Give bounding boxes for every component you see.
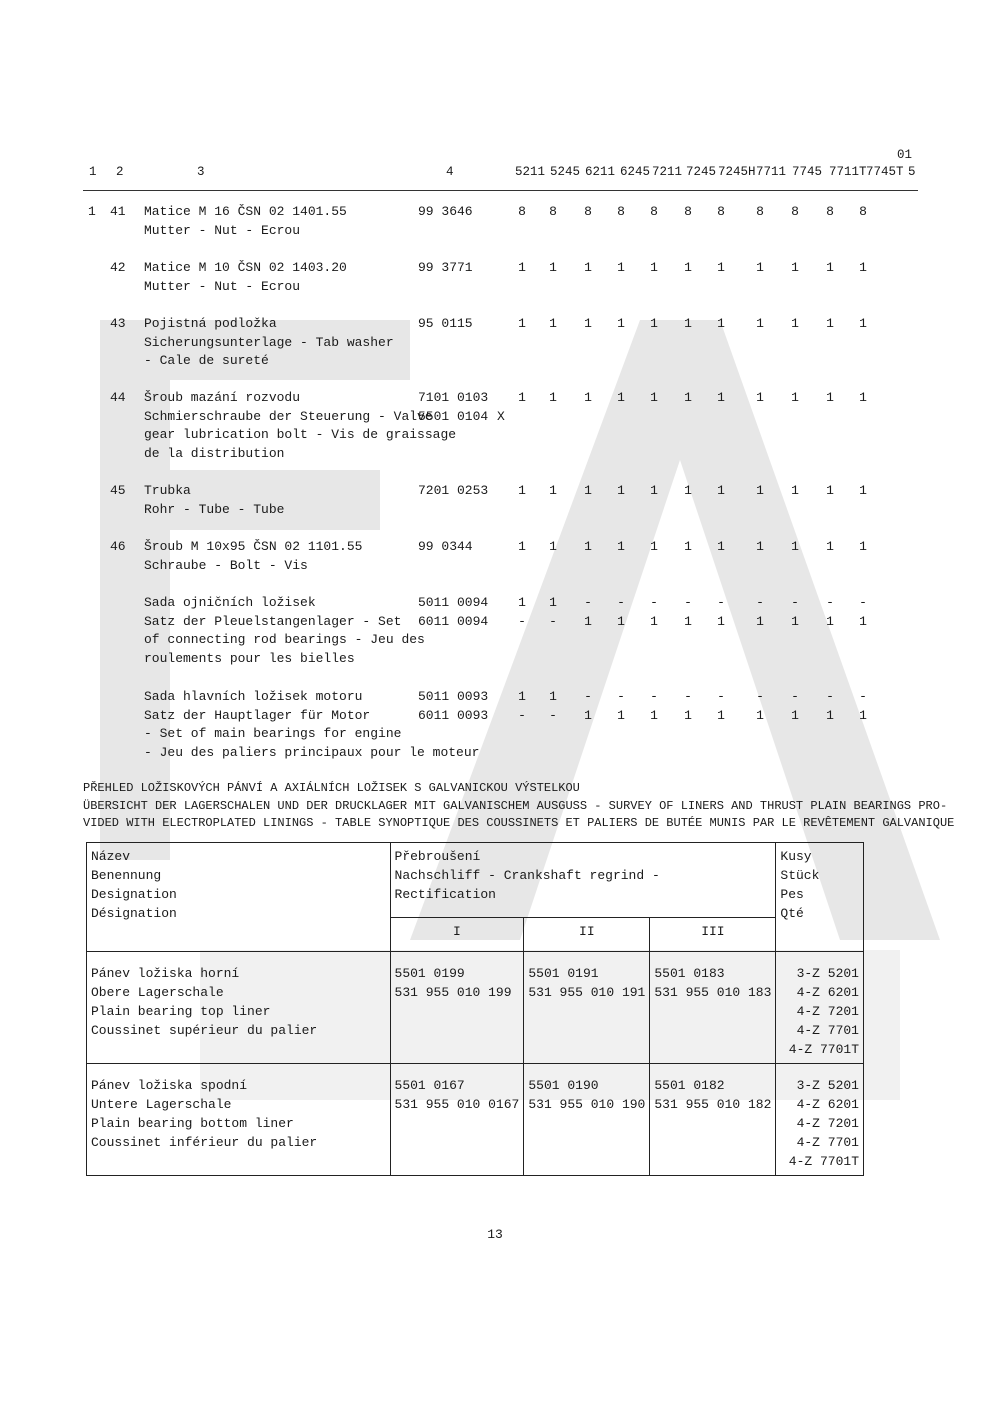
quantity-cell: 1 [791,707,799,723]
table-header-row [87,843,864,918]
quantity-cell: - [756,689,764,704]
liner-name: Pánev ložiska horní Obere Lagerschale Plain bearing top liner Coussinet supérieur du palier [87,952,391,1064]
part-description-line: Rohr - Tube - Tube [144,501,285,517]
quantity-cell: 1 [617,539,625,554]
regrind-header: Přebroušení Nachschliff - Crankshaft regrind - Rectification [390,843,776,918]
model-header: 7211 [652,165,683,179]
quantity-cell: 1 [617,483,625,498]
quantity-cell: 1 [549,260,557,275]
model-header: 7245 [686,165,717,179]
quantity-cell: - [650,595,658,610]
quantity-cell: 1 [756,613,764,629]
part-description-line: - Set of main bearings for engine [144,726,402,741]
model-header: 6211 [585,165,616,179]
liner-qty: 3-Z 5201 4-Z 6201 4-Z 7201 4-Z 7701 4-Z 7701T [776,1064,864,1176]
liner-grade-1: 5501 0199 531 955 010 199 [390,952,524,1064]
model-header: 7745 [792,165,823,179]
position-number: 41 [110,204,126,219]
part-code: 6011 0094 [418,613,489,629]
quantity-cell: 1 [584,260,592,275]
part-description-line: Schraube - Bolt - Vis [144,557,308,573]
part-description-line: of connecting rod bearings - Jeu des [144,632,425,647]
quantity-cell: 1 [826,613,834,629]
quantity-cell: 1 [684,316,692,331]
quantity-cell: 8 [859,204,867,219]
quantity-cell: - [859,595,867,610]
quantity-cell: - [549,613,557,629]
part-code: 7201 0253 [418,483,489,498]
quantity-cell: 1 [717,316,725,331]
quantity-cell: 8 [826,204,834,219]
header-col-2: 2 [116,165,124,179]
liners-table [86,842,864,1176]
header-col-3: 3 [197,165,205,179]
quantity-cell: 1 [518,483,526,498]
quantity-cell: 8 [518,204,526,219]
part-description-line: Šroub M 10x95 ČSN 02 1101.55 [144,539,363,554]
quantity-cell: 1 [859,316,867,331]
qty-header: Kusy Stück Pes Qté [776,843,864,952]
position-number: 45 [110,483,126,498]
part-code: 99 3771 [418,260,473,275]
quantity-cell: 1 [650,483,658,498]
quantity-cell: 1 [756,316,764,331]
quantity-cell: 1 [717,483,725,498]
quantity-cell: 1 [826,539,834,554]
quantity-cell: 1 [549,483,557,498]
quantity-cell: 1 [518,260,526,275]
quantity-cell: - [584,595,592,610]
quantity-cell: 1 [717,260,725,275]
quantity-cell: - [650,689,658,704]
part-code: 99 3646 [418,204,473,219]
quantity-cell: - [791,595,799,610]
quantity-cell: - [826,595,834,610]
quantity-cell: 1 [584,613,592,629]
quantity-cell: 1 [756,390,764,405]
part-code: 5501 0104 [418,408,489,424]
quantity-cell: 8 [617,204,625,219]
part-code: 6011 0093 [418,707,489,723]
part-description-line: Sicherungsunterlage - Tab washer [144,334,394,350]
quantity-cell: 1 [584,483,592,498]
part-description-line: - Cale de sureté [144,353,269,368]
quantity-cell: 1 [650,539,658,554]
model-header: 7711 [756,165,787,179]
quantity-cell: - [859,689,867,704]
quantity-cell: 1 [756,707,764,723]
quantity-cell: 8 [684,204,692,219]
model-header: 7711T [829,165,867,179]
quantity-cell: 1 [518,316,526,331]
survey-line-de-en: ÜBERSICHT DER LAGERSCHALEN UND DER DRUCKLAGER MIT GALVANISCHEM AUSGUSS - SURVEY OF LINERS AND THRUST PLAIN BEARINGS PRO- [83,798,948,813]
survey-line-en-fr: VIDED WITH ELECTROPLATED LININGS - TABLE SYNOPTIQUE DES COUSSINETS ET PALIERS DE BUTÉE MUNIS PAR LE REVÊTEMENT GALVANIQUE [83,816,955,830]
part-description-line: Matice M 10 ČSN 02 1403.20 [144,260,347,275]
quantity-cell: 1 [584,539,592,554]
quantity-cell: 1 [684,390,692,405]
quantity-cell: 1 [650,260,658,275]
part-code: 5011 0094 [418,595,489,610]
quantity-cell: 1 [684,539,692,554]
liner-grade-3: 5501 0183 531 955 010 183 [650,952,776,1064]
quantity-cell: 1 [549,316,557,331]
quantity-cell: 1 [826,707,834,723]
group-number: 1 [88,204,96,219]
liner-grade-3: 5501 0182 531 955 010 182 [650,1064,776,1176]
quantity-cell: - [756,595,764,610]
quantity-cell: 1 [826,260,834,275]
part-description-line: Satz der Pleuelstangenlager - Set [144,613,402,629]
part-description-line: Satz der Hauptlager für Motor [144,707,371,723]
quantity-cell: 1 [650,707,658,723]
quantity-cell: 1 [549,539,557,554]
quantity-cell: - [717,689,725,704]
quantity-cell: 1 [826,483,834,498]
part-description-line: Trubka [144,483,191,498]
quantity-cell: 1 [756,483,764,498]
part-description-line: Pojistná podložka [144,316,277,331]
quantity-cell: - [617,595,625,610]
quantity-cell: - [584,689,592,704]
quantity-cell: 8 [791,204,799,219]
quantity-cell: - [518,613,526,629]
quantity-cell: 1 [791,483,799,498]
quantity-cell: 1 [617,390,625,405]
grade-header-2: II [524,918,650,952]
quantity-cell: 1 [859,483,867,498]
quantity-cell: 1 [859,613,867,629]
quantity-cell: 1 [518,595,526,610]
quantity-cell: 1 [518,390,526,405]
position-number: 42 [110,260,126,275]
quantity-cell: - [826,689,834,704]
quantity-cell: 1 [791,613,799,629]
quantity-cell: 8 [584,204,592,219]
position-number: 44 [110,390,126,405]
quantity-cell: 1 [650,316,658,331]
quantity-cell: 1 [549,390,557,405]
quantity-cell: 1 [791,316,799,331]
page-number: 13 [487,1227,503,1242]
liner-name: Pánev ložiska spodní Untere Lagerschale Plain bearing bottom liner Coussinet inférieur du palier [87,1064,391,1176]
quantity-cell: 1 [584,707,592,723]
part-code: 7101 0103 [418,390,489,405]
model-header: 6245 [620,165,651,179]
survey-line-cz: PŘEHLED LOŽISKOVÝCH PÁNVÍ A AXIÁLNÍCH LOŽISEK S GALVANICKOU VÝSTELKOU [83,781,580,795]
part-code: 95 0115 [418,316,473,331]
quantity-cell: 8 [650,204,658,219]
quantity-cell: 8 [549,204,557,219]
part-description-line: Šroub mazání rozvodu [144,390,301,405]
model-header: 5245 [550,165,581,179]
quantity-cell: 8 [756,204,764,219]
quantity-cell: - [717,595,725,610]
part-description-line: roulements pour les bielles [144,650,355,666]
change-marker: X [497,408,505,424]
quantity-cell: - [617,689,625,704]
quantity-cell: 1 [859,539,867,554]
quantity-cell: 1 [756,539,764,554]
part-description-line: gear lubrication bolt - Vis de graissage [144,427,457,442]
quantity-cell: 1 [650,390,658,405]
quantity-cell: 1 [826,390,834,405]
quantity-cell: 1 [617,260,625,275]
model-header: 7245H [718,165,756,179]
liner-grade-2: 5501 0191 531 955 010 191 [524,952,650,1064]
liner-qty: 3-Z 5201 4-Z 6201 4-Z 7201 4-Z 7701 4-Z 7701T [776,952,864,1064]
quantity-cell: - [518,707,526,723]
part-description-line: de la distribution [144,445,285,461]
page-ref: 01 [897,148,913,162]
quantity-cell: 1 [684,483,692,498]
liner-grade-2: 5501 0190 531 955 010 190 [524,1064,650,1176]
position-number: 46 [110,539,126,554]
quantity-cell: 8 [717,204,725,219]
quantity-cell: 1 [717,707,725,723]
quantity-cell: 1 [717,390,725,405]
quantity-cell: 1 [717,539,725,554]
quantity-cell: 1 [518,539,526,554]
model-header: 5211 [515,165,546,179]
part-code: 99 0344 [418,539,473,554]
header-rule [83,190,918,191]
quantity-cell: 1 [684,613,692,629]
quantity-cell: 1 [791,260,799,275]
quantity-cell: 1 [650,613,658,629]
quantity-cell: - [684,595,692,610]
grade-header-1: I [390,918,524,952]
liner-grade-1: 5501 0167 531 955 010 0167 [390,1064,524,1176]
quantity-cell: 1 [684,707,692,723]
header-col-5: 5 [908,165,916,179]
quantity-cell: 1 [617,613,625,629]
part-description-line: Schmierschraube der Steuerung - Valve [144,408,433,424]
position-number: 43 [110,316,126,331]
quantity-cell: 1 [859,260,867,275]
quantity-cell: 1 [791,390,799,405]
quantity-cell: 1 [791,539,799,554]
quantity-cell: 1 [684,260,692,275]
part-description-line: Mutter - Nut - Ecrou [144,278,301,294]
part-description-line: Sada hlavních ložisek motoru [144,689,363,704]
quantity-cell: 1 [584,316,592,331]
quantity-cell: 1 [859,707,867,723]
survey-heading [83,780,955,833]
part-description-line: Matice M 16 ČSN 02 1401.55 [144,204,347,219]
part-code: 5011 0093 [418,689,489,704]
quantity-cell: - [791,689,799,704]
grade-header-3: III [650,918,776,952]
quantity-cell: 1 [617,707,625,723]
quantity-cell: - [684,689,692,704]
part-description-line: Mutter - Nut - Ecrou [144,222,301,238]
table-row [87,952,864,1064]
model-header: 7745T [866,165,904,179]
quantity-cell: 1 [584,390,592,405]
quantity-cell: 1 [518,689,526,704]
quantity-cell: 1 [617,316,625,331]
name-header: Název Benennung Designation Désignation [87,843,391,952]
quantity-cell: 1 [549,595,557,610]
header-col-1: 1 [89,165,97,179]
quantity-cell: 1 [717,613,725,629]
part-description-line: Sada ojničních ložisek [144,595,316,610]
table-row [87,1064,864,1176]
quantity-cell: 1 [549,689,557,704]
quantity-cell: - [549,707,557,723]
part-description-line: - Jeu des paliers principaux pour le moteur [144,744,480,760]
quantity-cell: 1 [859,390,867,405]
quantity-cell: 1 [826,316,834,331]
header-col-4: 4 [446,165,454,179]
quantity-cell: 1 [756,260,764,275]
